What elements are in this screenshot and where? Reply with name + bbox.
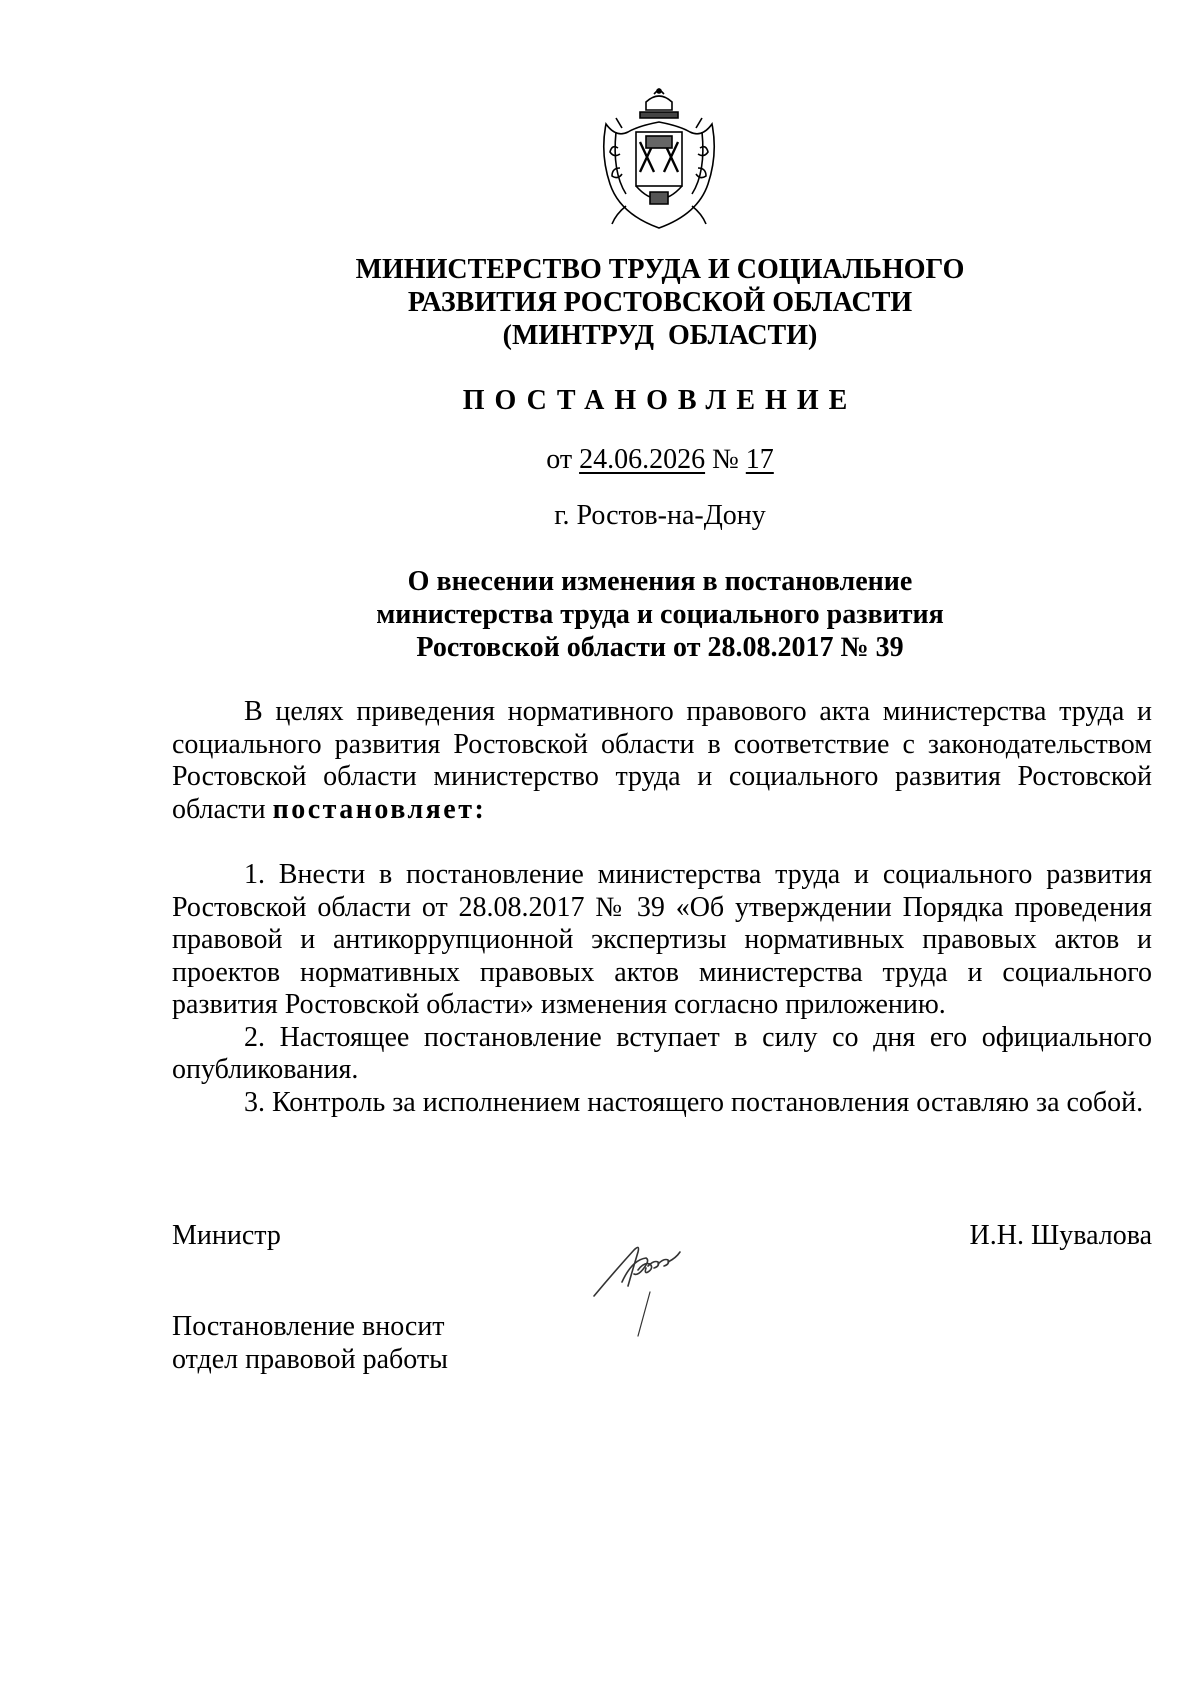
- subject-line-3: Ростовской области от 28.08.2017 № 39: [416, 632, 904, 663]
- subject-line-1: О внесении изменения в постановление: [407, 566, 913, 597]
- resolution-item: 2. Настоящее постановление вступает в силу со дня его официального опубликования.: [172, 1021, 1152, 1085]
- resolution-item: 1. Внести в постановление министерства труда и социального развития Ростовской области от 28.08.2017 № 39 «Об утверждении Порядка проведения правовой и антикоррупционной экспертизы нормативных правовых актов и проектов нормативных правовых актов министерства труда и социального развития Ростовской области» изменения согласно приложению.: [172, 859, 1152, 1020]
- footer-note-line-2: отдел правовой работы: [172, 1344, 448, 1375]
- date-prefix: от: [546, 444, 573, 475]
- preamble-paragraph: [172, 696, 1152, 826]
- signer-position: Министр: [172, 1220, 281, 1251]
- document-date: 24.06.2026: [579, 444, 706, 475]
- document-city: г. Ростов-на-Дону: [554, 500, 766, 531]
- ministry-header-line-1: МИНИСТЕРСТВО ТРУДА И СОЦИАЛЬНОГО: [355, 254, 965, 285]
- ministry-header-line-3: (МИНТРУД ОБЛАСТИ): [502, 320, 818, 351]
- footer-note-line-1: Постановление вносит: [172, 1311, 445, 1342]
- preamble-text: В целях приведения нормативного правового акта министерства труда и социального развития Ростовской области в соответствие с законодательством Ростовской области министерство труда и социального развития Ростовской области: [172, 696, 1152, 825]
- handwritten-signature-icon: [588, 1226, 718, 1356]
- coat-of-arms-icon: [596, 88, 722, 232]
- document-subject: [170, 565, 1150, 664]
- signer-name: И.Н. Шувалова: [969, 1220, 1152, 1251]
- document-date-number: [170, 444, 1150, 476]
- resolution-item: 3. Контроль за исполнением настоящего постановления оставляю за собой.: [244, 1086, 1144, 1118]
- resolution-items: [172, 859, 1152, 1119]
- ministry-header-line-2: РАЗВИТИЯ РОСТОВСКОЙ ОБЛАСТИ: [407, 287, 913, 318]
- number-sign: №: [712, 444, 739, 475]
- document-number: 17: [745, 444, 774, 475]
- footer-note: [172, 1310, 448, 1376]
- subject-line-2: министерства труда и социального развития: [376, 599, 944, 630]
- ministry-header: [170, 253, 1150, 352]
- preamble-keyword: постановляет:: [272, 793, 487, 825]
- document-type-title: ПОСТАНОВЛЕНИЕ: [462, 385, 858, 416]
